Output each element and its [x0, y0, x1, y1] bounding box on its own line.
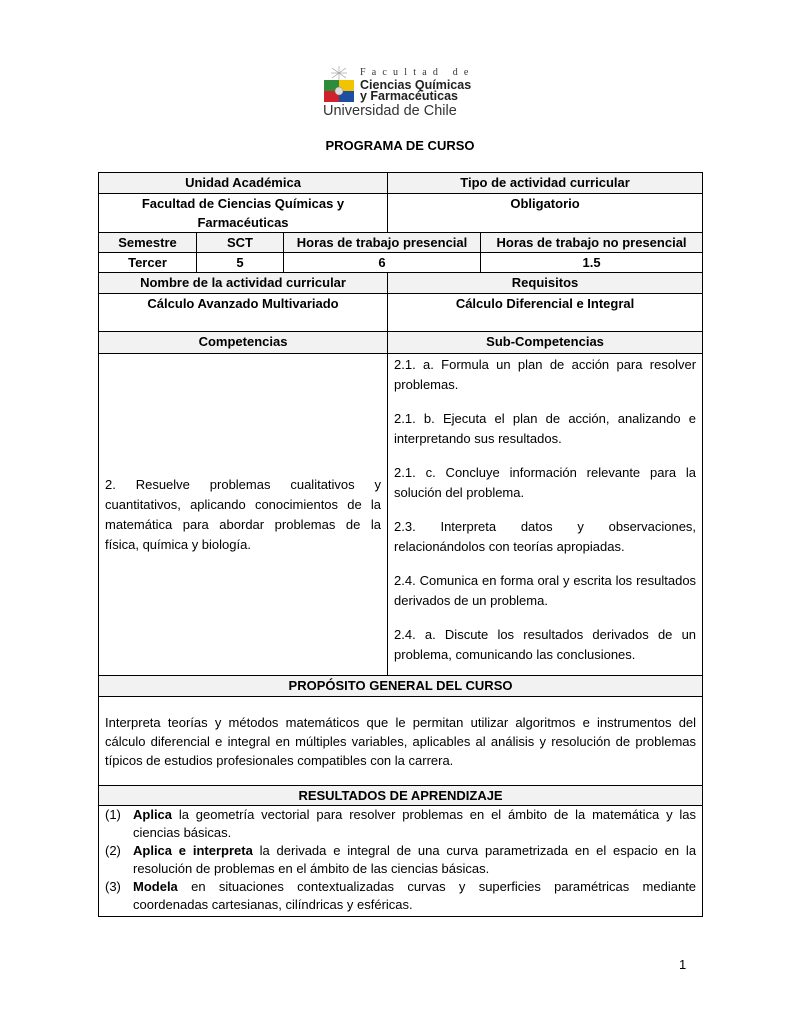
sct-label: SCT	[197, 233, 284, 253]
resultados-list	[99, 806, 703, 917]
semestre-label: Semestre	[99, 233, 197, 253]
subcompetencia-item: 2.1. b. Ejecuta el plan de acción, analizando e interpretando sus resultados.	[394, 411, 697, 446]
resultado-number: (1)	[105, 807, 121, 822]
unidad-label: Unidad Académica	[99, 173, 388, 194]
resultado-verb: Aplica e interpreta	[133, 843, 253, 858]
resultado-number: (3)	[105, 879, 121, 894]
resultado-verb: Aplica	[133, 807, 173, 822]
horas-no-presencial-label: Horas de trabajo no presencial	[481, 233, 703, 253]
resultados-label: RESULTADOS DE APRENDIZAJE	[99, 786, 703, 806]
course-program-table	[98, 172, 703, 917]
subcompetencias-list	[388, 354, 703, 676]
faculty-emblem-icon	[324, 66, 354, 102]
subcompetencia-item: 2.1. c. Concluye información relevante para la solución del problema.	[394, 465, 697, 500]
horas-presencial-label: Horas de trabajo presencial	[284, 233, 481, 253]
horas-no-presencial-value: 1.5	[481, 253, 703, 273]
tipo-label: Tipo de actividad curricular	[388, 173, 703, 194]
subcompetencia-item: 2.4. Comunica en forma oral y escrita los resultados derivados de un problema.	[394, 573, 697, 608]
proposito-label: PROPÓSITO GENERAL DEL CURSO	[99, 676, 703, 697]
page-number: 1	[679, 957, 687, 972]
subcompetencia-item: 2.1. a. Formula un plan de acción para resolver problemas.	[394, 357, 697, 392]
subcompetencia-item: 2.3. Interpreta datos y observaciones, relacionándolos con teorías apropiadas.	[394, 519, 697, 554]
requisitos-label: Requisitos	[388, 273, 703, 294]
subcompetencia-item: 2.4. a. Discute los resultados derivados de un problema, comunicando las conclusiones.	[394, 627, 697, 662]
university-logo: Facultad de Ciencias Químicas y Farmacéuticas Universidad de Chile	[323, 67, 475, 119]
resultado-text: la geometría vectorial para resolver problemas en el ámbito de la matemática y las ciencias básicas.	[133, 807, 697, 840]
resultado-number: (2)	[105, 843, 121, 858]
page-title: PROGRAMA DE CURSO	[325, 138, 475, 153]
horas-presencial-value: 6	[284, 253, 481, 273]
nombre-value: Cálculo Avanzado Multivariado	[99, 294, 388, 332]
subcompetencias-label: Sub-Competencias	[388, 332, 703, 354]
tipo-value: Obligatorio	[388, 194, 703, 233]
competencias-label: Competencias	[99, 332, 388, 354]
resultado-item	[105, 806, 696, 842]
resultado-text: en situaciones contextualizadas curvas y superficies paramétricas mediante coordenadas cartesianas, cilíndricas y esféricas.	[133, 879, 697, 912]
proposito-text: Interpreta teorías y métodos matemáticos que le permitan utilizar algoritmos e instrumentos del cálculo diferencial e integral en múltiples variables, aplicables al análisis y resolución de problemas típicos de estudios profesionales compatibles con la carrera.	[99, 697, 703, 786]
competencia-text: 2. Resuelve problemas cualitativos y cuantitativos, aplicando conocimientos de la matemática para abordar problemas de la física, química y biología.	[99, 354, 388, 676]
sct-value: 5	[197, 253, 284, 273]
resultado-verb: Modela	[133, 879, 178, 894]
resultado-text: la derivada e integral de una curva parametrizada en el espacio en la resolución de problemas en el ámbito de las ciencias básicas.	[133, 843, 697, 876]
resultado-item	[105, 878, 696, 914]
nombre-label: Nombre de la actividad curricular	[99, 273, 388, 294]
unidad-value: Facultad de Ciencias Químicas y Farmacéuticas	[99, 194, 388, 233]
semestre-value: Tercer	[99, 253, 197, 273]
requisitos-value: Cálculo Diferencial e Integral	[388, 294, 703, 332]
resultado-item	[105, 842, 696, 878]
